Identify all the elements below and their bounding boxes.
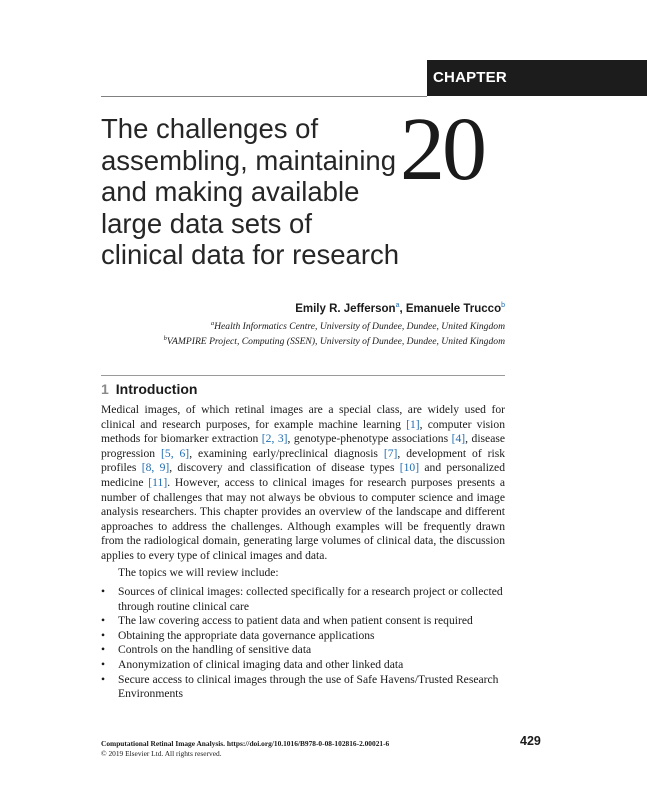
chapter-label: CHAPTER xyxy=(433,69,507,86)
citation-link[interactable]: [1] xyxy=(406,417,420,431)
chapter-title: The challenges of assembling, maintaining and making available large data sets of clinical data for research xyxy=(101,113,400,270)
citation-link[interactable]: [8, 9] xyxy=(141,461,170,475)
paragraph-text: , discovery and classification of disease types xyxy=(169,461,400,475)
list-item xyxy=(101,673,505,702)
citation-link[interactable]: [10] xyxy=(399,461,420,475)
paragraph-text: , computer vision methods for biomarker extraction xyxy=(101,417,505,446)
citation-link[interactable]: [7] xyxy=(383,446,398,460)
author-name: Emily R. Jefferson xyxy=(295,302,396,315)
paragraph-text: , examining early/preclinical diagnosis xyxy=(189,446,384,460)
bullet-icon: • xyxy=(101,628,106,642)
author-affil-mark[interactable]: a xyxy=(395,302,400,309)
citation-link[interactable]: [5, 6] xyxy=(161,446,190,460)
bullet-icon: • xyxy=(101,643,106,657)
paragraph-text: . However, access to clinical images for research purposes presents a number of challenges that may not always be obvious to computer science and image analysis researchers. This chapter provides an overview of the landscape and different approaches to address the challenges. Although examples will be frequently drawn from the radiological domain, generating large volumes of clinical data, the discussion applies to every type of clinical images and data. xyxy=(101,475,506,562)
footer-doi[interactable]: Computational Retinal Image Analysis. https://doi.org/10.1016/B978-0-08-102816-2.00021-6 xyxy=(101,739,390,748)
page-number: 429 xyxy=(520,734,541,748)
bullet-icon: • xyxy=(101,614,106,628)
list-item xyxy=(101,585,505,614)
section-number: 1 xyxy=(101,381,109,397)
list-item xyxy=(101,658,505,673)
header-divider xyxy=(101,96,427,97)
paragraph-text: , genotype-phenotype associations xyxy=(287,432,452,446)
topics-list xyxy=(101,585,505,702)
affiliation-mark: b xyxy=(163,335,167,342)
bullet-icon: • xyxy=(101,657,106,671)
chapter-label-bar xyxy=(427,60,647,96)
list-item xyxy=(101,643,505,658)
list-item-text: Secure access to clinical images through the use of Safe Havens/Trusted Research Environments xyxy=(118,672,499,701)
paragraph-text: Medical images, of which retinal images are a special class, are widely used for clinical and research purposes, for example machine learning xyxy=(101,403,505,431)
list-item-text: Obtaining the appropriate data governance applications xyxy=(118,628,375,642)
affiliation xyxy=(164,335,505,347)
footer-copyright: © 2019 Elsevier Ltd. All rights reserved. xyxy=(101,749,222,758)
author-name: Emanuele Trucco xyxy=(405,302,502,315)
list-item-text: Anonymization of clinical imaging data and other linked data xyxy=(118,657,404,671)
list-item-text: The law covering access to patient data and when patient consent is required xyxy=(118,614,473,628)
citation-link[interactable]: [4] xyxy=(451,432,466,446)
affiliation-text: VAMPIRE Project, Computing (SSEN), University of Dundee, Dundee, United Kingdom xyxy=(166,336,505,348)
chapter-number: 20 xyxy=(400,100,484,199)
section-divider xyxy=(101,375,505,376)
citation-link[interactable]: [11] xyxy=(148,475,168,489)
paragraph-text: , development of risk profiles xyxy=(101,446,506,475)
section-heading xyxy=(101,381,197,397)
author-affil-mark[interactable]: b xyxy=(501,302,505,309)
list-item xyxy=(101,614,505,629)
section-title: Introduction xyxy=(115,381,198,397)
list-item-text: Controls on the handling of sensitive data xyxy=(118,643,312,657)
bullet-icon: • xyxy=(101,585,106,598)
paragraph-text: , disease progression xyxy=(101,432,505,460)
affiliation xyxy=(211,320,505,332)
affiliation-mark: a xyxy=(210,320,215,327)
topics-intro: The topics we will review include: xyxy=(118,566,279,579)
intro-paragraph xyxy=(101,403,505,564)
affiliation-text: Health Informatics Centre, University of Dundee, Dundee, United Kingdom xyxy=(214,321,505,333)
list-item-text: Sources of clinical images: collected specifically for a research project or collected through routine clinical care xyxy=(118,585,503,613)
bullet-icon: • xyxy=(101,672,106,686)
citation-link[interactable]: [2, 3] xyxy=(261,432,288,446)
author-line xyxy=(295,302,505,315)
author-separator: , xyxy=(399,302,406,315)
paragraph-text: and personalized medicine xyxy=(101,461,506,489)
list-item xyxy=(101,629,505,644)
